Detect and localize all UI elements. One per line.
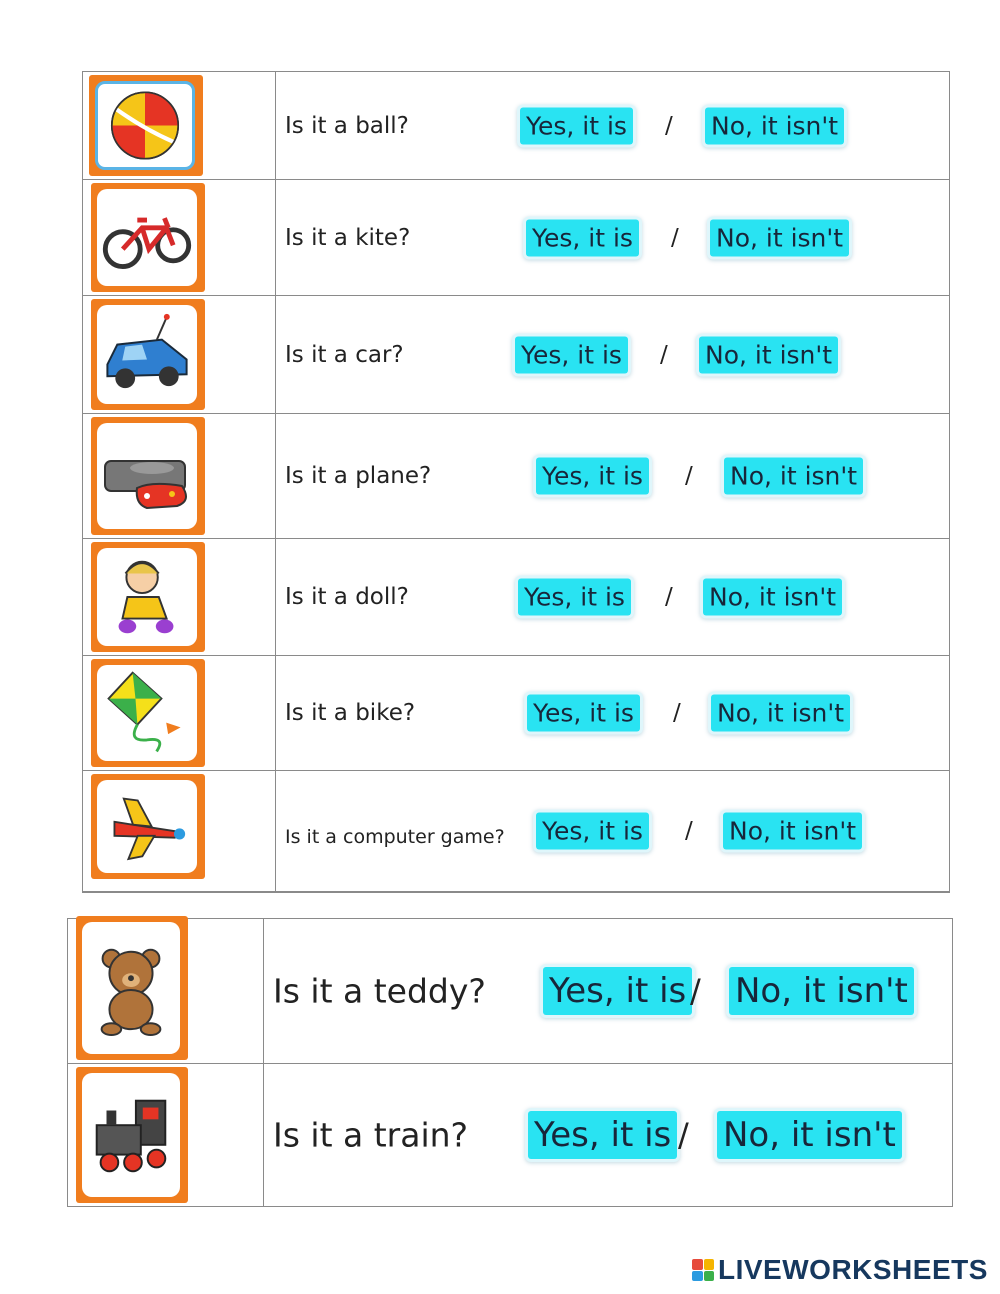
yes-answer-button[interactable]: Yes, it is [543,967,692,1015]
slash-separator: / [685,463,693,489]
question-text: Is it a kite? [285,224,411,251]
image-cell [83,539,276,655]
table-row [83,72,949,180]
slash-separator: / [665,112,673,139]
picture-tile [91,542,205,652]
picture-tile [91,299,205,410]
teddy-bear-icon [82,922,180,1054]
car-icon [97,305,197,404]
slash-separator: / [690,972,701,1010]
question-text: Is it a train? [273,1115,469,1155]
yes-answer-button[interactable]: Yes, it is [526,219,639,256]
yes-answer-button[interactable]: Yes, it is [536,813,649,850]
game-console-icon [97,423,197,529]
image-cell [83,296,276,413]
worksheet-table-top [82,71,950,893]
picture-tile [91,774,205,879]
picture-tile [91,183,205,292]
yes-answer-button[interactable]: Yes, it is [518,579,631,616]
image-cell [68,919,264,1063]
image-cell [83,180,276,295]
picture-tile [89,75,203,176]
table-row [68,919,952,1064]
no-answer-button[interactable]: No, it isn't [717,1111,902,1159]
yes-answer-button[interactable]: Yes, it is [536,458,649,495]
image-cell [68,1064,264,1206]
no-answer-button[interactable]: No, it isn't [703,579,842,616]
no-answer-button[interactable]: No, it isn't [711,695,850,732]
question-text: Is it a computer game? [285,826,505,848]
yes-answer-button[interactable]: Yes, it is [528,1111,677,1159]
slash-separator: / [678,1116,689,1154]
no-answer-button[interactable]: No, it isn't [723,813,862,850]
logo-mark-icon [692,1259,714,1281]
worksheet-table-bottom [67,918,953,1207]
ball-icon [95,81,195,170]
brand-name: LIVEWORKSHEETS [718,1254,988,1285]
question-text: Is it a plane? [285,463,432,489]
logo-square-blue [692,1271,703,1282]
table-row [68,1064,952,1206]
no-answer-button[interactable]: No, it isn't [724,458,863,495]
logo-square-green [704,1271,715,1282]
image-cell [83,656,276,770]
image-cell [83,72,276,179]
slash-separator: / [671,224,679,251]
picture-tile [76,1067,188,1203]
no-answer-button[interactable]: No, it isn't [699,336,838,373]
train-icon [82,1073,180,1197]
liveworksheets-logo [692,1254,988,1286]
no-answer-button[interactable]: No, it isn't [705,107,844,144]
no-answer-button[interactable]: No, it isn't [729,967,914,1015]
question-text: Is it a teddy? [273,971,486,1011]
picture-tile [91,417,205,535]
plane-icon [97,780,197,873]
logo-square-yellow [704,1259,715,1270]
picture-tile [76,916,188,1060]
question-text: Is it a doll? [285,584,409,610]
table-row [83,180,949,296]
yes-answer-button[interactable]: Yes, it is [515,336,628,373]
question-text: Is it a car? [285,341,404,368]
table-row [83,539,949,656]
no-answer-button[interactable]: No, it isn't [710,219,849,256]
table-row [83,414,949,539]
image-cell [83,414,276,538]
question-text: Is it a ball? [285,112,409,139]
yes-answer-button[interactable]: Yes, it is [527,695,640,732]
bike-icon [97,189,197,286]
picture-tile [91,659,205,767]
table-row [83,656,949,771]
question-text: Is it a bike? [285,700,416,726]
slash-separator: / [685,818,693,844]
doll-icon [97,548,197,646]
slash-separator: / [660,341,668,368]
slash-separator: / [665,584,673,610]
kite-icon [97,665,197,761]
logo-square-red [692,1259,703,1270]
image-cell [83,771,276,891]
slash-separator: / [673,700,681,726]
table-row [83,296,949,414]
table-row [83,771,949,892]
yes-answer-button[interactable]: Yes, it is [520,107,633,144]
